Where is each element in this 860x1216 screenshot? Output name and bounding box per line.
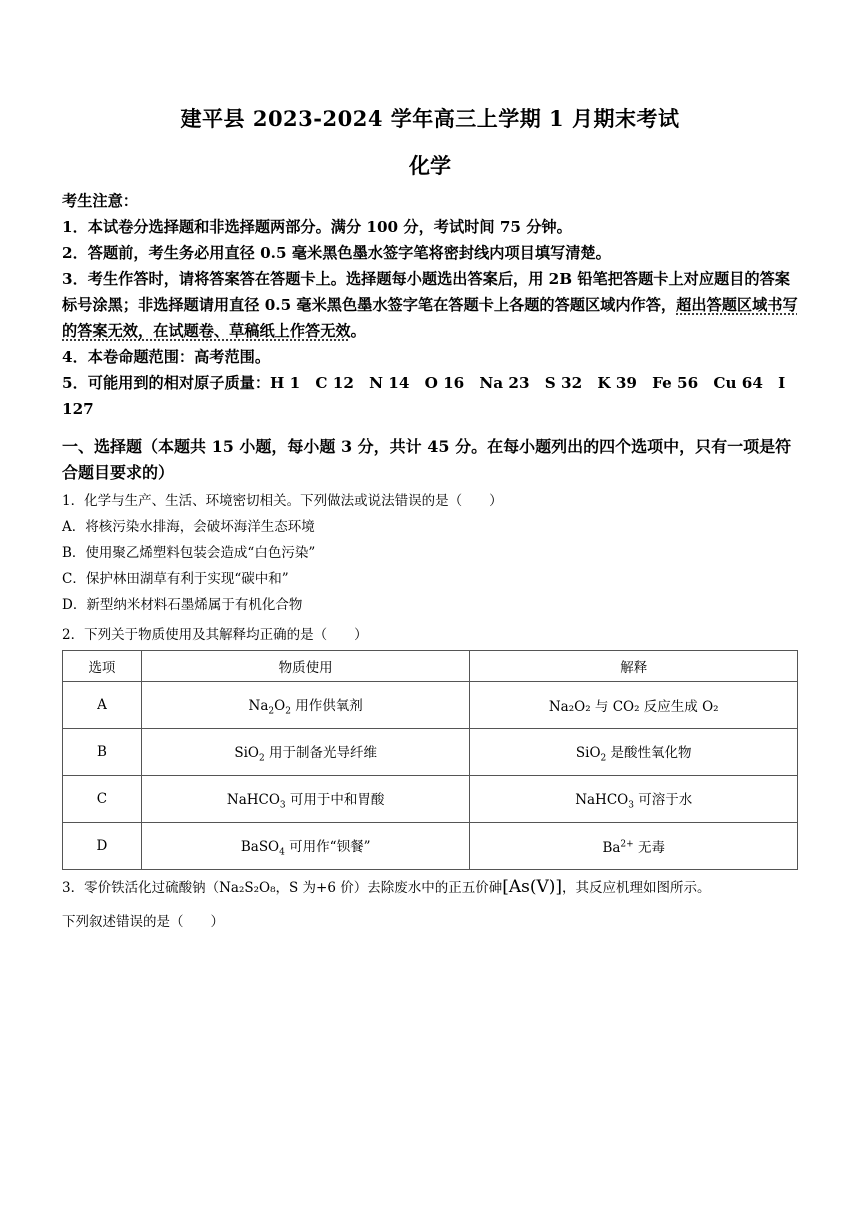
subscript: 3 bbox=[279, 800, 286, 811]
note-3-emphasis: 超出答题区域书写的答案无效，在试题卷、草稿纸上作答无效 bbox=[62, 296, 798, 340]
explanation-text: 是酸性氧化物 bbox=[606, 744, 692, 761]
note-3-end: 。 bbox=[350, 322, 366, 340]
formula: NaHCO bbox=[575, 791, 629, 808]
table-row bbox=[63, 823, 798, 870]
q3-stem-d: 下列叙述错误的是（ ） bbox=[62, 914, 224, 930]
q1-stem: 1．化学与生产、生活、环境密切相关。下列做法或说法错误的是（ ） bbox=[62, 493, 503, 509]
formula: SiO bbox=[234, 744, 259, 761]
exam-subject: 化学 bbox=[409, 153, 451, 178]
subscript: 2 bbox=[268, 706, 275, 717]
row-option: C bbox=[63, 776, 142, 823]
question-1 bbox=[62, 488, 798, 618]
question-3 bbox=[62, 870, 798, 939]
subscript: 3 bbox=[628, 800, 634, 811]
usage-text: 用于制备光导纤维 bbox=[264, 744, 377, 761]
subscript: 2 bbox=[600, 753, 607, 764]
q1-option-a: A．将核污染水排海，会破坏海洋生态环境 bbox=[62, 519, 315, 535]
note-3 bbox=[62, 266, 798, 344]
table-row bbox=[63, 729, 798, 776]
note-5: 5．可能用到的相对原子质量：H 1 C 12 N 14 O 16 Na 23 S 32 K 39 Fe 56 Cu 64 I 127 bbox=[62, 374, 786, 418]
subscript: 2 bbox=[258, 753, 265, 764]
subscript: 4 bbox=[279, 847, 285, 858]
q3-stem bbox=[62, 870, 798, 905]
q2-stem: 2．下列关于物质使用及其解释均正确的是（ ） bbox=[62, 627, 368, 643]
formula: NaHCO bbox=[226, 791, 280, 808]
table-row bbox=[63, 682, 798, 729]
row-explanation bbox=[470, 776, 798, 823]
q1-option-d: D．新型纳米材料石墨烯属于有机化合物 bbox=[62, 597, 303, 613]
formula: BaSO bbox=[240, 838, 280, 855]
row-option: D bbox=[63, 823, 142, 870]
row-option: B bbox=[63, 729, 142, 776]
q3-stem-c: ，其反应机理如图所示。 bbox=[562, 880, 711, 896]
row-usage bbox=[141, 729, 470, 776]
formula: O bbox=[274, 697, 286, 714]
row-usage bbox=[141, 776, 470, 823]
q3-arsenic: [As(V)] bbox=[502, 877, 563, 897]
note-4: 4．本卷命题范围：高考范围。 bbox=[62, 348, 271, 366]
note-3-text: 3．考生作答时，请将答案答在答题卡上。选择题每小题选出答案后，用 2B 铅笔把答题卡上对应题目的答案标号涂黑；非选择题请用直径 0.5 毫米黑色墨水签字笔在答题卡上各题的答题区域内作答， bbox=[62, 270, 790, 314]
formula: Ba bbox=[602, 840, 621, 856]
q1-option-b: B．使用聚乙烯塑料包装会造成“白色污染” bbox=[62, 545, 316, 561]
row-option: A bbox=[63, 682, 142, 729]
formula: Na bbox=[248, 697, 269, 714]
usage-text: 用作供氧剂 bbox=[290, 697, 363, 714]
q3-stem-a: 3．零价铁活化过硫酸钠（Na₂S₂O₈，S 为+6 价）去除废水中的正五价砷 bbox=[62, 880, 503, 896]
exam-title: 建平县 2023-2024 学年高三上学期 1 月期末考试 bbox=[180, 106, 680, 131]
explanation-text: 无毒 bbox=[633, 840, 665, 856]
row-explanation bbox=[470, 823, 798, 870]
row-usage bbox=[141, 682, 470, 729]
notes-heading: 考生注意： bbox=[62, 192, 138, 210]
header-option: 选项 bbox=[63, 651, 142, 682]
q2-table bbox=[62, 650, 798, 870]
section-1-heading: 一、选择题（本题共 15 小题，每小题 3 分，共计 45 分。在每小题列出的四个选项中，只有一项是符合题目要求的） bbox=[62, 437, 792, 482]
note-1: 1．本试卷分选择题和非选择题两部分。满分 100 分，考试时间 75 分钟。 bbox=[62, 218, 572, 236]
header-explanation: 解释 bbox=[470, 651, 798, 682]
usage-text: 可用作“钡餐” bbox=[284, 838, 371, 855]
subscript: 2 bbox=[285, 706, 291, 717]
header-usage: 物质使用 bbox=[141, 651, 470, 682]
row-explanation bbox=[470, 729, 798, 776]
row-explanation: Na₂O₂ 与 CO₂ 反应生成 O₂ bbox=[470, 682, 798, 729]
table-row bbox=[63, 776, 798, 823]
note-2: 2．答题前，考生务必用直径 0.5 毫米黑色墨水签字笔将密封线内项目填写清楚。 bbox=[62, 244, 611, 262]
superscript: 2+ bbox=[620, 839, 634, 850]
row-usage bbox=[141, 823, 470, 870]
explanation-text: 可溶于水 bbox=[633, 791, 693, 808]
candidate-notes bbox=[62, 188, 798, 422]
formula: SiO bbox=[575, 744, 601, 761]
q1-option-c: C．保护林田湖草有利于实现“碳中和” bbox=[62, 571, 289, 587]
table-header-row bbox=[63, 651, 798, 682]
question-2 bbox=[62, 622, 798, 648]
usage-text: 可用于中和胃酸 bbox=[285, 791, 385, 808]
